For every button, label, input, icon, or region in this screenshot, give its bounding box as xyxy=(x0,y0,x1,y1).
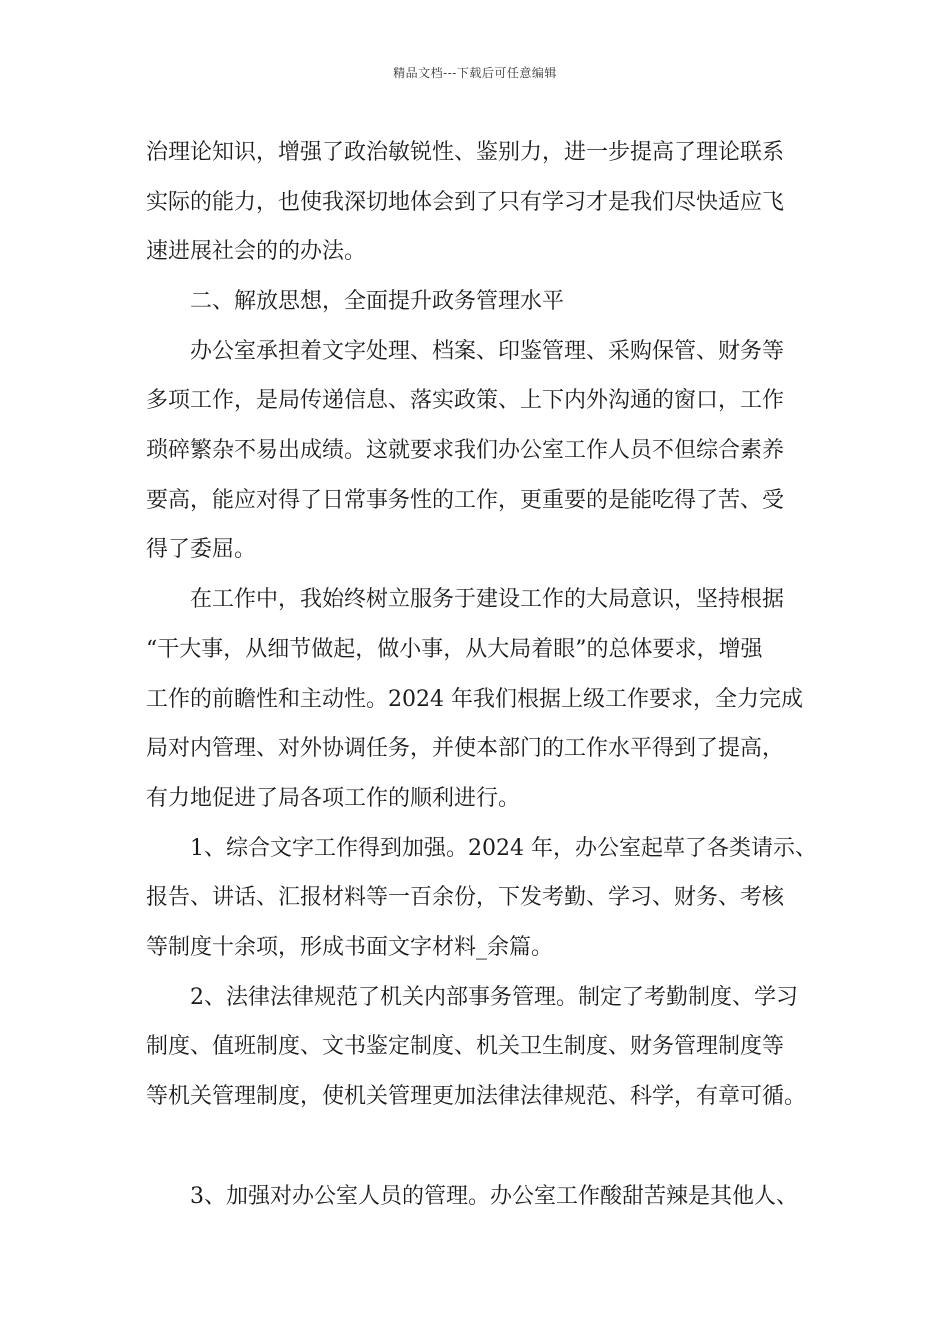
text-line: 琐碎繁杂不易出成绩。这就要求我们办公室工作人员不但综合素养 xyxy=(146,438,785,464)
paragraph-continuation xyxy=(146,128,826,277)
text-line: 报告、讲话、汇报材料等一百余份，下发考勤、学习、财务、考核 xyxy=(146,885,785,911)
text-line: 办公室承担着文字处理、档案、印鉴管理、采购保管、财务等 xyxy=(190,338,785,364)
main-body xyxy=(146,277,826,1122)
text-line: 治理论知识，增强了政治敏锐性、鉴别力，进一步提高了理论联系 xyxy=(146,140,785,165)
list-item-2: 2、法律法律规范了机关内部事务管理。制定了考勤制度、学习 xyxy=(190,984,798,1010)
paragraph-3 xyxy=(146,1172,826,1222)
text-line: 制度、值班制度、文书鉴定制度、机关卫生制度、财务管理制度等 xyxy=(146,1034,785,1060)
text-line: 速进展社会的的办法。 xyxy=(146,239,367,265)
text-line: 多项工作，是局传递信息、落实政策、上下内外沟通的窗口，工作 xyxy=(146,388,785,414)
section-heading: 二、解放思想，全面提升政务管理水平 xyxy=(190,289,565,314)
text-line: 等机关管理制度，使机关管理更加法律法律规范、科学，有章可循。 xyxy=(146,1084,807,1109)
text-line: 等制度十余项，形成书面文字材料_余篇。 xyxy=(146,934,554,960)
text-line: 得了委屈。 xyxy=(146,537,257,563)
list-item-3: 3、加强对办公室人员的管理。办公室工作酸甜苦辣是其他人、 xyxy=(190,1184,798,1209)
text-line: 工作的前瞻性和主动性。2024 年我们根据上级工作要求，全力完成 xyxy=(146,686,803,712)
text-line: 要高，能应对得了日常事务性的工作，更重要的是能吃得了苦、受 xyxy=(146,487,785,513)
text-line: “干大事，从细节做起，做小事，从大局着眼”的总体要求，增强 xyxy=(146,636,763,662)
text-line: 局对内管理、对外协调任务，并使本部门的工作水平得到了提高， xyxy=(146,736,785,762)
page-header: 精品文档---下载后可任意编辑 xyxy=(393,66,557,80)
text-line: 在工作中，我始终树立服务于建设工作的大局意识，坚持根据 xyxy=(190,587,785,613)
text-line: 有力地促进了局各项工作的顺利进行。 xyxy=(146,785,521,811)
list-item-1: 1、综合文字工作得到加强。2024 年，办公室起草了各类请示、 xyxy=(190,835,817,861)
text-line: 实际的能力，也使我深切地体会到了只有学习才是我们尽快适应飞 xyxy=(146,189,785,215)
